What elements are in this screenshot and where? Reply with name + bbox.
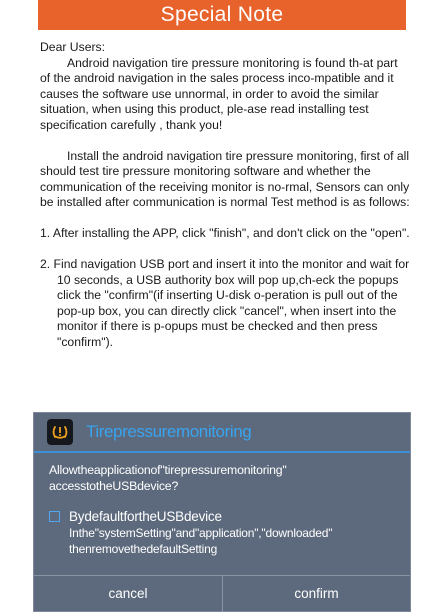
confirm-button[interactable]: confirm [222,576,410,612]
checkbox-description: Inthe"systemSetting"and"application","downloaded" thenremovethedefaultSetting [69,526,333,556]
dialog-message: Allowtheapplicationof"tirepressuremonitoring" accesstotheUSBdevice? [49,463,287,493]
install-paragraph: Install the android navigation tire pressure monitoring, first of all should test tire pressure monitoring software and whether the communication of the receiving monitor is no-rmal, Sensors can only be installed after communication is normal Test method is as follows: [40,148,410,209]
dialog-title: Tirepressuremonitoring [86,422,252,441]
spacer [40,211,410,227]
tire-pressure-warning-icon [47,419,73,445]
checkbox-label: BydefaultfortheUSBdevice [69,509,222,524]
spacer [40,242,410,258]
cancel-button[interactable]: cancel [108,586,148,601]
step-1: 1. After installing the APP, click "finish", and don't click on the "open". [40,226,410,240]
default-usb-checkbox[interactable] [49,511,60,522]
step-2: 2. Find navigation USB port and insert it into the monitor and wait for 10 seconds, a USB authority box will pop up,ch-eck the popups click the "confirm"(if inserting U-disk o-peration is pull out of the pop-up box, you can directly click "cancel", when insert into the monitor if there is p-opups must be checked and then press "confirm"). [40,257,410,349]
dialog-title-bar [34,413,410,453]
greeting: Dear Users: [40,40,106,54]
dialog-button-bar [34,575,410,612]
spacer [40,133,410,149]
instructions-body [40,40,410,350]
usb-permission-dialog [33,412,411,612]
intro-paragraph: Android navigation tire pressure monitoring is found th-at part of the android navigation in the sales process inco-mpatible and it causes the software use unnormal, in order to avoid the similar situation, when using this product, ple-ase read installing test specification carefully , thank you! [40,55,398,132]
special-note-banner: Special Note [38,0,406,30]
